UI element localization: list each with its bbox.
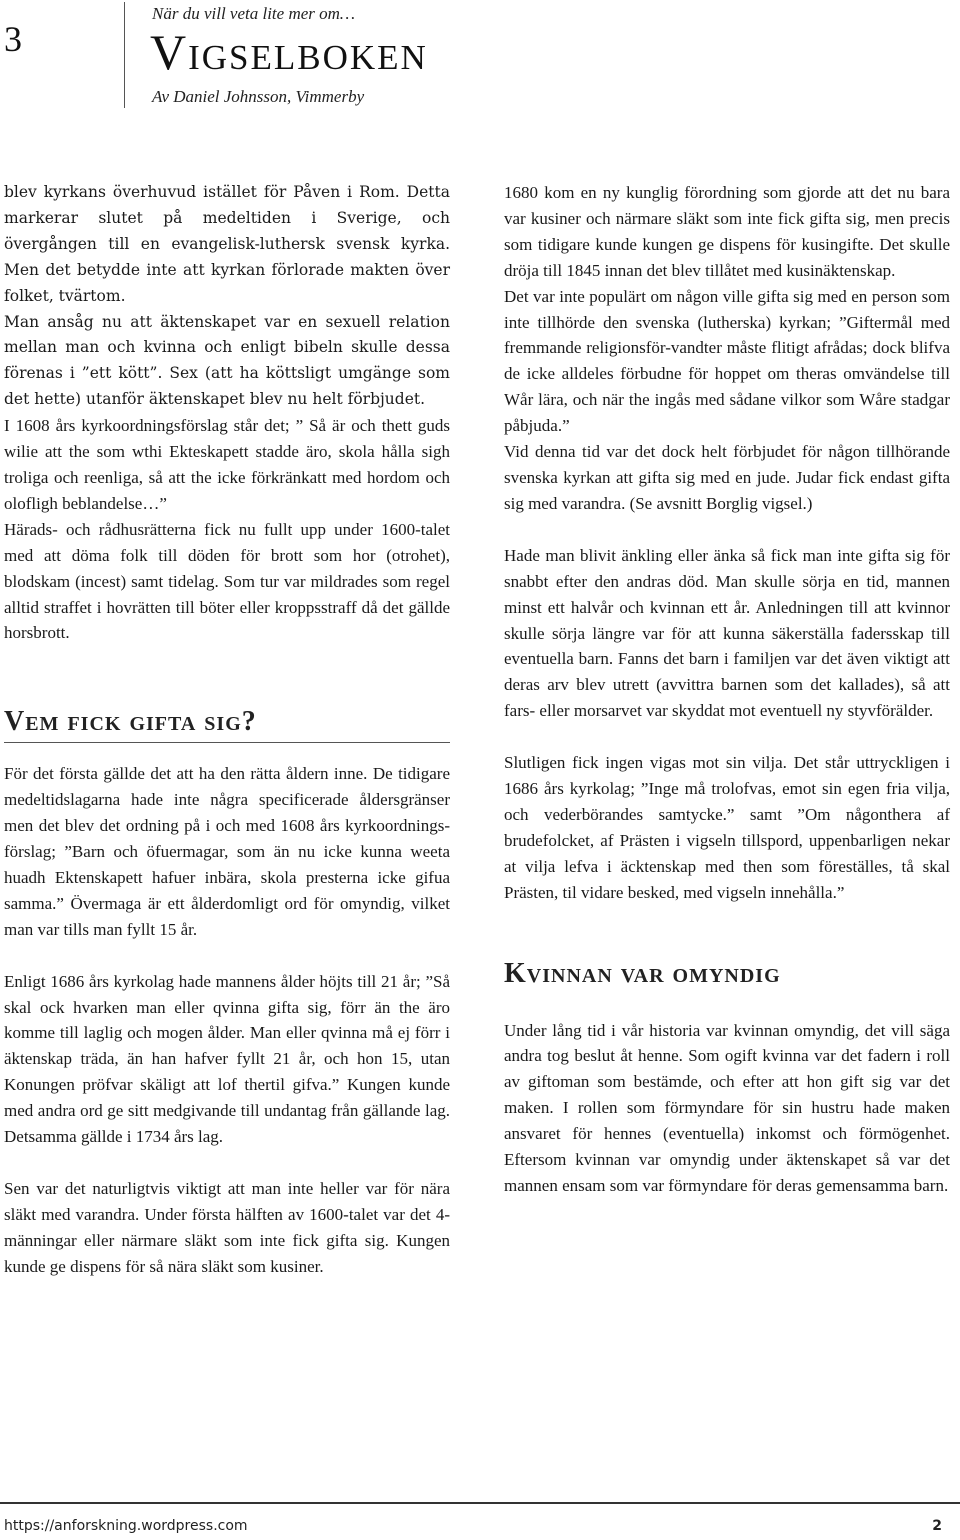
paragraph: Sen var det naturligtvis viktigt att man inte heller var för nära släkt med varandra. Under första hälften av 1600-talet var det 4-männingar eller närmare släkt som inte fick gifta sig. Kungen kunde ge dispens för så nära släkt som kusiner. <box>4 1179 450 1276</box>
paragraph: Under lång tid i vår historia var kvinnan omyndig, det vill säga andra tog beslut åt henne. Som ogift kvinna var det fadern i roll av giftoman som bestämde, och efter att hon gift sig var det maken. I rollen som förmyndare för sin hustru hade maken ansvaret för hennes (eventuella) inkomst och förmögenhet. Eftersom kvinnan var omyndig under äktenskapet så var det mannen ensam som var förmyndare för deras gemensamma barn. <box>504 1020 950 1195</box>
page-header <box>0 0 960 110</box>
paragraph: För det första gällde det att ha den rätta åldern inne. De tidigare medeltidslagarna hade inte några specificerade åldersgränser men det blev det ordning på i och med 1608 års kyrkoordnings-förslag; ”Barn och öfuermagar, som än nu icke kunna weeta huadh Ektenskapett hafuer inbära, skola presterna icke gifua samma.” Övermaga är ett ålderdomligt ord för omyndig, vilket man var tills man fyllt 15 år. <box>4 764 450 939</box>
paragraph: blev kyrkans överhuvud istället för Påven i Rom. Detta markerar slutet på medeltiden i Sverige, och övergången till en evangelisk-luthersk svensk kyrka. Men det betydde inte att kyrkan förlorade makten över folket, tvärtom. <box>4 183 450 305</box>
footer-page-number: 2 <box>932 1518 942 1534</box>
paragraph: Härads- och rådhusrätterna fick nu fullt upp under 1600-talet med att döma folk till döden för brott som hor (otrohet), blodskam (incest) samt tidelag. Som tur var mildrades som regel alltid straffet i hovrätten till böter eller kroppsstraff då det gällde horsbrott. <box>4 519 450 643</box>
paragraph: Slutligen fick ingen vigas mot sin vilja. Det står uttryckligen i 1686 års kyrkolag; ”Inge må trolofvas, emot sin egen fria vilja, och vederbörandes samtycke.” samt ”Om någonthera af brudefolcket, af Prästen i vigseln tillspord, uppenbarligen nekar at vilja lefva i äcktenskap med then som föreställes, tå skal Prästen, til vidare besked, med vigseln innehålla.” <box>504 753 950 902</box>
page-footer <box>0 1502 960 1540</box>
chapter-number: 3 <box>4 19 22 59</box>
left-column <box>4 180 450 1280</box>
section-heading-wrap <box>4 706 450 743</box>
paragraph: Vid denna tid var det dock helt förbjudet för någon tillhörande svenska kyrkan att gifta sig med en jude. Judar fick endast gifta sig med varandra. (Se avsnitt Borglig vigsel.) <box>504 442 950 513</box>
section-heading: Vem fick gifta sig? <box>4 706 257 738</box>
section-heading-wrap <box>504 958 950 994</box>
paragraph: Enligt 1686 års kyrkolag hade mannens ålder höjts till 21 år; ”Så skal ock hvarken man eller qvinna gifta sig, förr än the äro komme till laglig och mogen ålder. Man eller qvinna må ej förr i äktenskap träda, än han hafver fyllt 21 år, och hon 15, utan Konungen pröfvar skäligt att lof thertil gifva.” Kungen kunde med andra ord ge sitt medgivande till undantag från gällande lag. Detsamma gällde i 1734 års lag. <box>4 971 450 1147</box>
footer-url: https://anforskning.wordpress.com <box>4 1518 248 1534</box>
header-divider <box>124 2 125 108</box>
right-column <box>504 180 950 1199</box>
header-kicker: När du vill veta lite mer om… <box>152 4 356 23</box>
page-title: Vigselboken <box>150 24 428 80</box>
paragraph: 1680 kom en ny kunglig förordning som gjorde att det nu bara var kusiner och närmare släkt som inte fick gifta sig, men precis som tidigare kunde kungen ge dispens för kusingifte. Det skulle dröja till 1845 innan det blev tillåtet med kusinäktenskap. <box>504 183 950 280</box>
section-heading: Kvinnan var omyndig <box>504 957 781 989</box>
author-byline: Av Daniel Johnsson, Vimmerby <box>152 87 365 106</box>
paragraph: Det var inte populärt om någon ville gifta sig med en person som inte tillhörde den svenska (lutherska) kyrkan; ”Giftermål med fremmande religionsför-vandter måste flitigt afrådas; dock blifva de icke alldeles förbudne för hoppet om theras omvändelse till Wår lära, och när the ingås med sådane vilkor som Wåre stadgar påbjuda.” <box>504 286 950 436</box>
paragraph: Man ansåg nu att äktenskapet var en sexuell relation mellan man och kvinna och enligt bibeln skulle dessa förenas i ”ett kött”. Sex (att ha köttsligt umgänge som det hette) utanför äktenskapet blev nu helt förbjudet. <box>4 312 450 409</box>
paragraph: I 1608 års kyrkoordningsförslag står det; ” Så är och thett guds wilie att the som wthi Ekteskapett stadde äro, skola hålla sigh troliga och reenliga, så att the icke förkränkatt med hordom och olofligh beblandelse…” <box>4 416 450 513</box>
paragraph: Hade man blivit änkling eller änka så fick man inte gifta sig för snabbt efter den andras död. Man skulle sörja en tid, mannen minst ett halvår och kvinnan ett år. Anledningen till att kvinnor skulle sörja längre var för att kunna säkerställa fadersskap till eventuella barn. Fanns det barn i familjen var det även viktigt att deras arv blev utrett (avvittra barnen som det kallades), så att fars- eller morsarvet var skyddat mot eventuell ny styvförälder. <box>504 545 950 721</box>
